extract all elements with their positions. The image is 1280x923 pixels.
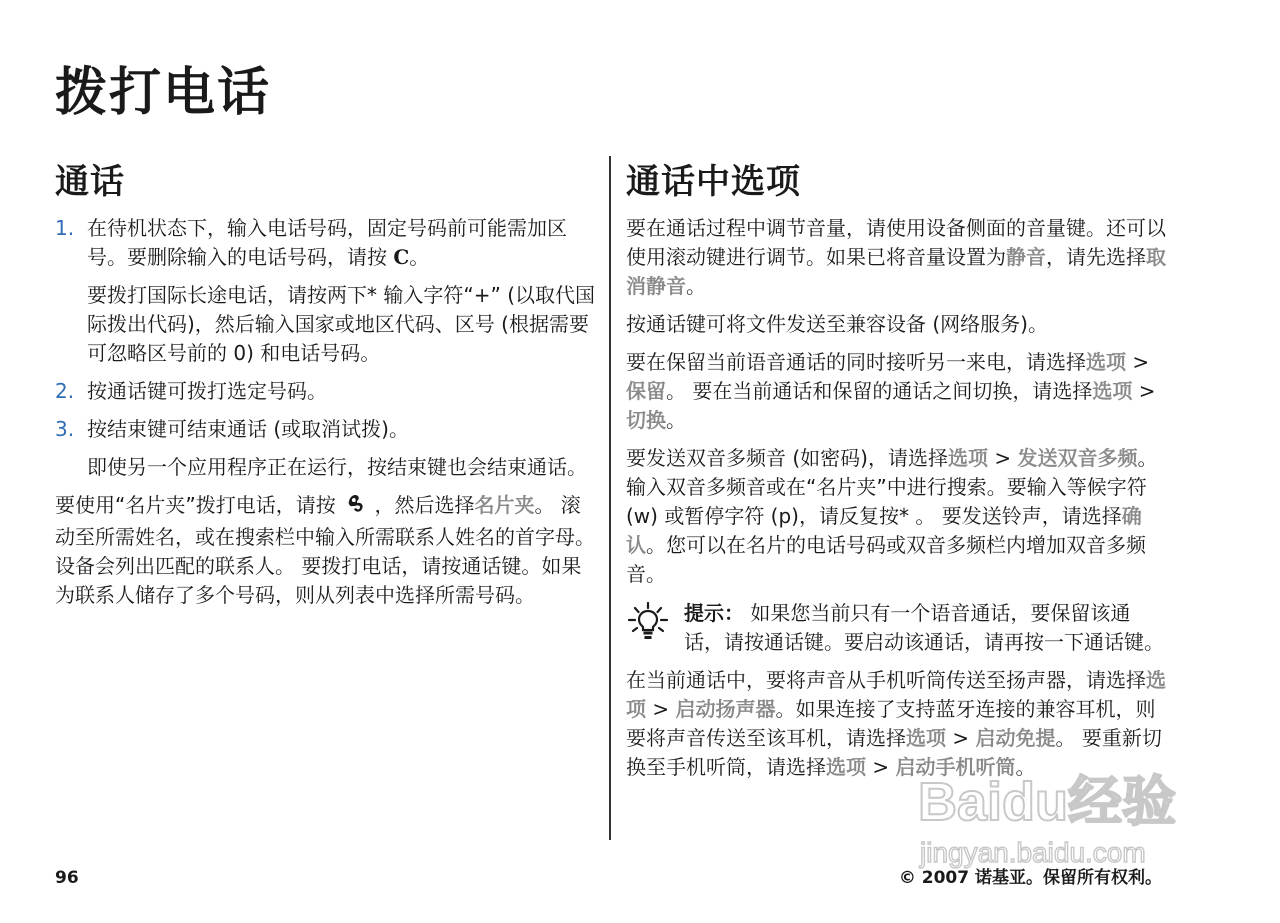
tip-box <box>626 599 1168 657</box>
option-confirm: 确认 <box>626 504 1142 558</box>
end-call-note: 即使另一个应用程序正在运行，按结束键也会结束通话。 <box>87 455 587 480</box>
option-unmute: 取消静音 <box>626 245 1166 299</box>
menu-key-icon <box>344 493 366 523</box>
column-divider <box>609 156 611 840</box>
contacts-paragraph <box>55 491 595 610</box>
dtmf-paragraph: 要发送双音多频音 (如密码)，请选择选项 > 发送双音多频。 输入双音多频音或在“名片夹”中进行搜索。要输入等候字符 (w) 或暂停字符 (p)，请反复按* 。 要发送铃声，请选择确认。您可以在名片的电话号码或双音多频栏内增加双音多频音。 <box>626 446 1158 587</box>
right-column <box>626 160 1168 782</box>
list-number: 3. <box>55 417 75 442</box>
option-hold: 保留 <box>626 379 666 404</box>
option-options: 选项 <box>947 446 988 471</box>
list-item <box>55 377 595 406</box>
option-send-dtmf: 发送双音多频 <box>1017 446 1138 471</box>
lightbulb-tip-icon <box>626 601 670 645</box>
page-title: 拨打电话 <box>55 63 272 123</box>
list-number: 1. <box>55 216 75 241</box>
copyright-notice: © 2007 诺基亚。保留所有权利。 <box>898 868 1162 888</box>
clear-key-glyph: C <box>393 245 410 270</box>
step-text: 按通话键可拨打选定号码。 <box>87 379 327 404</box>
step-text: 在待机状态下，输入电话号码，固定号码前可能需加区号。要删除输入的电话号码，请按 <box>87 216 567 270</box>
page-number: 96 <box>55 868 79 888</box>
international-call-note: 要拨打国际长途电话，请按两下* 输入字符“+” (以取代国际拨出代码)，然后输入国家或地区代码、区号 (根据需要可忽略区号前的 0) 和电话号码。 <box>87 283 595 366</box>
contacts-option: 名片夹 <box>474 493 535 518</box>
section-heading-in-call-options: 通话中选项 <box>626 162 801 202</box>
step-end: 。 <box>409 245 430 270</box>
option-swap: 切换 <box>626 408 666 433</box>
contacts-text: 要使用“名片夹”拨打电话，请按 <box>55 493 336 518</box>
send-file-paragraph: 按通话键可将文件发送至兼容设备 (网络服务)。 <box>626 312 1048 337</box>
step-text: 按结束键可结束通话 (或取消试拨)。 <box>87 417 409 442</box>
left-column <box>55 160 595 610</box>
option-loudspeaker: 启动扬声器 <box>675 697 776 722</box>
tip-text: 提示： 如果您当前只有一个语音通话，要保留该通话，请按通话键。要启动该通话，请再按一下通话键。 <box>684 601 1164 655</box>
option-handsfree: 启动免提 <box>975 726 1056 751</box>
option-options: 选项 <box>626 668 1166 722</box>
tip-label: 提示： <box>684 601 744 626</box>
option-options: 选项 <box>826 755 866 780</box>
list-number: 2. <box>55 379 75 404</box>
hold-paragraph: 要在保留当前语音通话的同时接听另一来电，请选择选项 > 保留。 要在当前通话和保留的通话之间切换，请选择选项 > 切换。 <box>626 350 1156 433</box>
option-options: 选项 <box>1092 379 1133 404</box>
list-item <box>55 214 595 272</box>
contacts-text: 。 滚动至所需姓名，或在搜索栏中输入所需联系人姓名的首字母。设备会列出匹配的联系人。 要拨打电话，请按通话键。如果为联系人储存了多个号码，则从列表中选择所需号码。 <box>55 493 595 608</box>
list-item <box>55 415 595 444</box>
option-options: 选项 <box>906 726 946 751</box>
option-options: 选项 <box>1086 350 1126 375</box>
watermark-url: jingyan.baidu.com <box>920 837 1146 868</box>
contacts-text: ，然后选择 <box>374 493 475 518</box>
watermark-brand: Baidu经验 <box>918 772 1177 832</box>
option-mute: 静音 <box>1006 245 1046 270</box>
speaker-paragraph: 在当前通话中，要将声音从手机听筒传送至扬声器，请选择选项 > 启动扬声器。如果连接了支持蓝牙连接的兼容耳机，则要将声音传送至该耳机，请选择选项 > 启动免提。 要重新切换至手机听筒，请选择选项 > 启动手机听筒。 <box>626 668 1166 780</box>
volume-paragraph: 要在通话过程中调节音量，请使用设备侧面的音量键。还可以使用滚动键进行调节。如果已将音量设置为静音，请先选择取消静音。 <box>626 216 1166 299</box>
section-heading-calls: 通话 <box>55 162 125 202</box>
option-handset: 启动手机听筒 <box>895 755 1016 780</box>
baidu-watermark <box>912 764 1202 874</box>
